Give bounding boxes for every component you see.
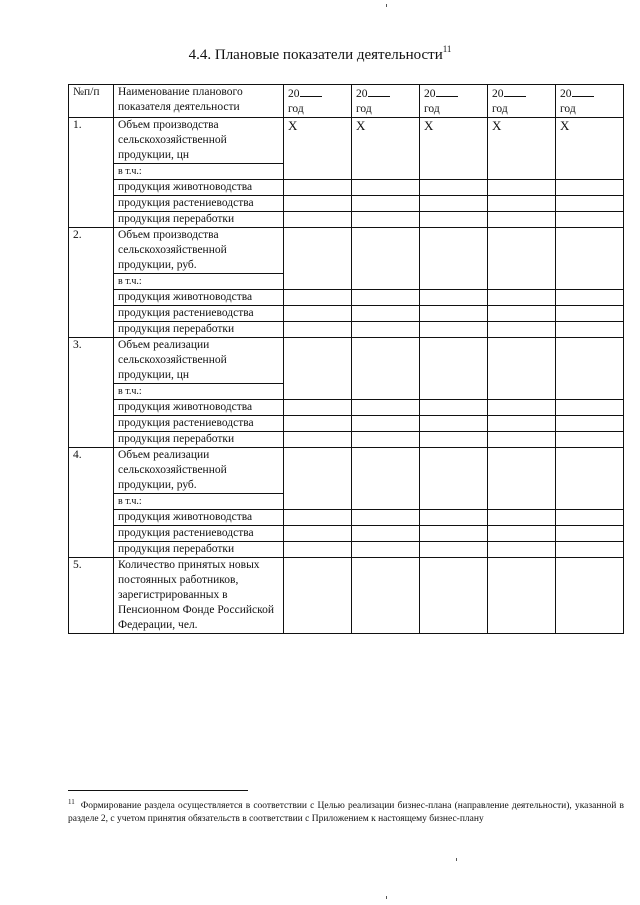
- sub-row: [69, 212, 624, 228]
- value-cell: [556, 542, 624, 558]
- scan-speck: [456, 858, 457, 861]
- value-cell: [420, 212, 488, 228]
- indicator-row: [69, 558, 624, 634]
- value-cell: [488, 510, 556, 526]
- indicator-name: Объем производства сельскохозяйственной продукции, руб.: [114, 228, 284, 274]
- value-cell: [488, 338, 556, 400]
- sub-row: [69, 510, 624, 526]
- value-cell: [420, 180, 488, 196]
- indicator-row: [69, 338, 624, 384]
- sub-row: [69, 196, 624, 212]
- value-cell: [420, 448, 488, 510]
- cross-mark: Х: [420, 118, 488, 180]
- value-cell: [488, 558, 556, 634]
- header-name: Наименование планового показателя деятельности: [114, 85, 284, 118]
- sub-row: [69, 180, 624, 196]
- header-year: 20 год: [284, 85, 352, 118]
- value-cell: [488, 400, 556, 416]
- cross-mark: Х: [488, 118, 556, 180]
- value-cell: [352, 558, 420, 634]
- value-cell: [352, 306, 420, 322]
- indicator-name: Объем производства сельскохозяйственной продукции, цн: [114, 118, 284, 164]
- header-year: 20 год: [352, 85, 420, 118]
- value-cell: [556, 510, 624, 526]
- header-year: 20 год: [556, 85, 624, 118]
- value-cell: [488, 290, 556, 306]
- incl-label: в т.ч.:: [114, 274, 284, 290]
- value-cell: [488, 180, 556, 196]
- value-cell: [420, 526, 488, 542]
- value-cell: [284, 432, 352, 448]
- value-cell: [284, 196, 352, 212]
- sub-row: [69, 306, 624, 322]
- incl-label: в т.ч.:: [114, 384, 284, 400]
- value-cell: [488, 432, 556, 448]
- value-cell: [556, 448, 624, 510]
- value-cell: [420, 196, 488, 212]
- value-cell: [352, 526, 420, 542]
- sub-label: продукция переработки: [114, 212, 284, 228]
- value-cell: [352, 448, 420, 510]
- value-cell: [284, 180, 352, 196]
- value-cell: [284, 228, 352, 290]
- value-cell: [352, 416, 420, 432]
- value-cell: [556, 212, 624, 228]
- value-cell: [284, 416, 352, 432]
- value-cell: [488, 542, 556, 558]
- header-row: [69, 85, 624, 118]
- value-cell: [420, 416, 488, 432]
- incl-label: в т.ч.:: [114, 494, 284, 510]
- sub-row: [69, 400, 624, 416]
- section-title-text: 4.4. Плановые показатели деятельности: [188, 47, 443, 63]
- value-cell: [488, 416, 556, 432]
- incl-label: в т.ч.:: [114, 164, 284, 180]
- value-cell: [556, 526, 624, 542]
- sub-label: продукция животноводства: [114, 180, 284, 196]
- value-cell: [284, 338, 352, 400]
- value-cell: [352, 228, 420, 290]
- value-cell: [556, 196, 624, 212]
- indicator-name: Объем реализации сельскохозяйственной продукции, руб.: [114, 448, 284, 494]
- value-cell: [420, 290, 488, 306]
- value-cell: [284, 306, 352, 322]
- value-cell: [352, 212, 420, 228]
- header-year: 20 год: [488, 85, 556, 118]
- header-num: №п/п: [69, 85, 114, 118]
- value-cell: [488, 212, 556, 228]
- value-cell: [284, 400, 352, 416]
- value-cell: [556, 338, 624, 400]
- sub-row: [69, 416, 624, 432]
- value-cell: [284, 290, 352, 306]
- sub-label: продукция переработки: [114, 432, 284, 448]
- cross-mark: Х: [556, 118, 624, 180]
- value-cell: [284, 558, 352, 634]
- value-cell: [556, 400, 624, 416]
- value-cell: [352, 196, 420, 212]
- value-cell: [420, 510, 488, 526]
- section-title: [0, 44, 640, 64]
- header-year: 20 год: [420, 85, 488, 118]
- value-cell: [352, 510, 420, 526]
- footnote-separator: [68, 790, 248, 791]
- cross-mark: Х: [352, 118, 420, 180]
- value-cell: [352, 180, 420, 196]
- value-cell: [420, 400, 488, 416]
- footnote-ref: 11: [442, 44, 452, 54]
- row-num: 2.: [69, 228, 114, 338]
- sub-row: [69, 290, 624, 306]
- sub-label: продукция растениеводства: [114, 526, 284, 542]
- sub-row: [69, 322, 624, 338]
- sub-label: продукция растениеводства: [114, 416, 284, 432]
- value-cell: [488, 448, 556, 510]
- sub-row: [69, 432, 624, 448]
- value-cell: [352, 432, 420, 448]
- value-cell: [284, 526, 352, 542]
- value-cell: [488, 196, 556, 212]
- sub-row: [69, 526, 624, 542]
- value-cell: [420, 542, 488, 558]
- value-cell: [284, 212, 352, 228]
- value-cell: [352, 400, 420, 416]
- footnote: [68, 796, 624, 826]
- value-cell: [420, 432, 488, 448]
- indicator-row: [69, 448, 624, 494]
- value-cell: [352, 338, 420, 400]
- indicator-name: Объем реализации сельскохозяйственной продукции, цн: [114, 338, 284, 384]
- row-num: 5.: [69, 558, 114, 634]
- sub-label: продукция переработки: [114, 322, 284, 338]
- plan-indicators-table: [68, 84, 624, 634]
- value-cell: [420, 228, 488, 290]
- indicator-row: [69, 228, 624, 274]
- indicator-name: Количество принятых новых постоянных работников, зарегистрированных в Пенсионном Фонде Российской Федерации, чел.: [114, 558, 284, 634]
- scan-speck: [386, 4, 387, 7]
- sub-label: продукция растениеводства: [114, 196, 284, 212]
- value-cell: [556, 432, 624, 448]
- value-cell: [352, 322, 420, 338]
- footnote-number: 11: [68, 798, 75, 806]
- sub-label: продукция растениеводства: [114, 306, 284, 322]
- scan-speck: [386, 896, 387, 899]
- sub-label: продукция животноводства: [114, 400, 284, 416]
- value-cell: [488, 526, 556, 542]
- row-num: 4.: [69, 448, 114, 558]
- footnote-text: Формирование раздела осуществляется в соответствии с Целью реализации бизнес-плана (направление деятельности), указанной в разделе 2, с учетом принятия обязательств в соответствии с Приложением к настоящему бизнес-плану: [68, 801, 624, 824]
- value-cell: [556, 228, 624, 290]
- sub-label: продукция переработки: [114, 542, 284, 558]
- indicator-row: [69, 118, 624, 164]
- value-cell: [420, 306, 488, 322]
- value-cell: [488, 228, 556, 290]
- row-num: 3.: [69, 338, 114, 448]
- value-cell: [420, 558, 488, 634]
- value-cell: [556, 558, 624, 634]
- value-cell: [420, 322, 488, 338]
- sub-row: [69, 542, 624, 558]
- value-cell: [284, 542, 352, 558]
- sub-label: продукция животноводства: [114, 510, 284, 526]
- value-cell: [284, 448, 352, 510]
- value-cell: [420, 338, 488, 400]
- value-cell: [488, 322, 556, 338]
- cross-mark: Х: [284, 118, 352, 180]
- value-cell: [284, 510, 352, 526]
- value-cell: [556, 180, 624, 196]
- value-cell: [556, 322, 624, 338]
- row-num: 1.: [69, 118, 114, 228]
- value-cell: [556, 306, 624, 322]
- value-cell: [556, 290, 624, 306]
- value-cell: [284, 322, 352, 338]
- value-cell: [352, 542, 420, 558]
- value-cell: [556, 416, 624, 432]
- sub-label: продукция животноводства: [114, 290, 284, 306]
- value-cell: [352, 290, 420, 306]
- value-cell: [488, 306, 556, 322]
